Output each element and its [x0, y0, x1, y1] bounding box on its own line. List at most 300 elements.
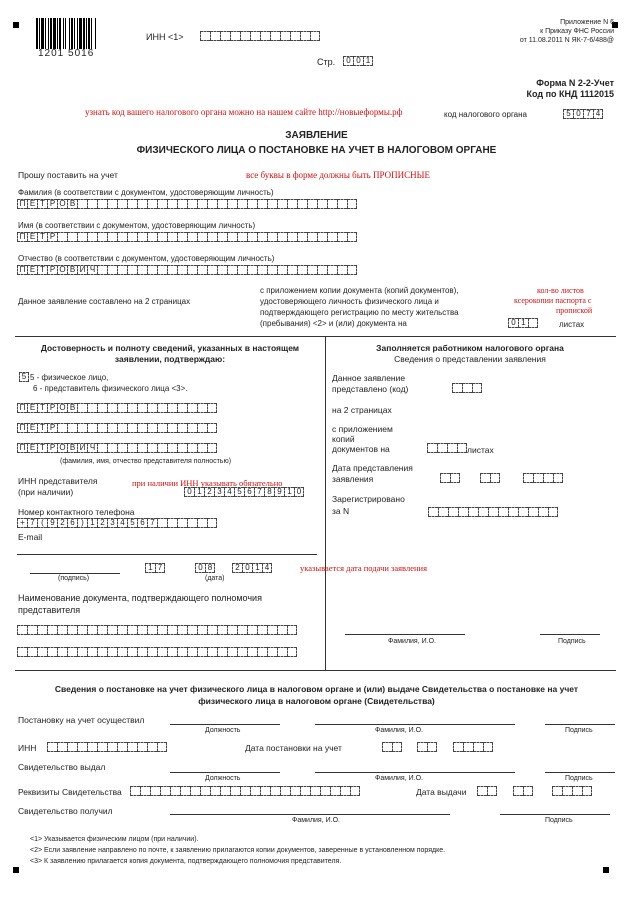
- char-cell: [240, 786, 250, 796]
- char-cell: [277, 625, 287, 635]
- rep-inn-field[interactable]: [184, 487, 304, 497]
- fio-caption: (фамилия, имя, отчество представителя полностью): [60, 458, 232, 465]
- char-cell: 5: [563, 109, 573, 119]
- char-cell: И: [77, 265, 87, 275]
- char-cell: [147, 625, 157, 635]
- char-cell: [513, 786, 523, 796]
- footnote-2: <2> Если заявление направлено по почте, к заявлению прилагаются копии документов, заверенные в установленном порядке.: [30, 847, 446, 854]
- char-cell: [300, 786, 310, 796]
- char-cell: В: [67, 265, 77, 275]
- cert-fio-line: [315, 772, 515, 773]
- char-cell: [107, 423, 117, 433]
- char-cell: 8: [205, 563, 215, 573]
- char-cell: [157, 232, 167, 242]
- char-cell: [197, 443, 207, 453]
- char-cell: [130, 786, 140, 796]
- char-cell: [207, 232, 217, 242]
- char-cell: 1: [518, 318, 528, 328]
- char-cell: [97, 443, 107, 453]
- char-cell: [327, 232, 337, 242]
- char-cell: [237, 647, 247, 657]
- char-cell: [180, 786, 190, 796]
- office-date-month[interactable]: [480, 473, 500, 483]
- char-cell: [107, 625, 117, 635]
- office-date-year[interactable]: [523, 473, 563, 483]
- char-cell: [468, 507, 478, 517]
- char-cell: [237, 265, 247, 275]
- office-registered-1: Зарегистрировано: [332, 494, 405, 504]
- char-cell: [117, 625, 127, 635]
- char-cell: [147, 403, 157, 413]
- char-cell: [207, 199, 217, 209]
- char-cell: [87, 199, 97, 209]
- page-label: Стр.: [317, 57, 336, 67]
- office-attach-2: копий: [332, 434, 355, 444]
- char-cell: [207, 403, 217, 413]
- char-cell: [417, 742, 427, 752]
- char-cell: [250, 786, 260, 796]
- char-cell: [157, 625, 167, 635]
- office-pages: на 2 страницах: [332, 405, 392, 415]
- char-cell: В: [67, 443, 77, 453]
- char-cell: 0: [343, 56, 353, 66]
- char-cell: Р: [47, 265, 57, 275]
- rep-name-field[interactable]: [17, 423, 217, 433]
- char-cell: [227, 265, 237, 275]
- char-cell: [437, 443, 447, 453]
- char-cell: [187, 199, 197, 209]
- char-cell: Ч: [87, 443, 97, 453]
- char-cell: Т: [37, 443, 47, 453]
- char-cell: [197, 265, 207, 275]
- attachment-line4: (пребывания) <2> и (или) документа на: [260, 319, 407, 328]
- issue-date-month[interactable]: [513, 786, 533, 796]
- char-cell: [107, 232, 117, 242]
- char-cell: В: [67, 403, 77, 413]
- char-cell: 4: [262, 563, 272, 573]
- char-cell: [473, 742, 483, 752]
- char-cell: [57, 647, 67, 657]
- char-cell: [247, 625, 257, 635]
- char-cell: 4: [593, 109, 603, 119]
- char-cell: [548, 507, 558, 517]
- sheets-word: листах: [559, 320, 585, 329]
- patronymic-field[interactable]: [17, 265, 357, 275]
- char-cell: [87, 232, 97, 242]
- char-cell: [117, 265, 127, 275]
- char-cell: [147, 443, 157, 453]
- char-cell: [260, 31, 270, 41]
- char-cell: [77, 423, 87, 433]
- char-cell: [448, 507, 458, 517]
- reg-date-label: Дата постановки на учет: [245, 743, 342, 753]
- char-cell: [47, 647, 57, 657]
- tax-office-label: код налогового органа: [444, 110, 527, 119]
- char-cell: [197, 403, 207, 413]
- cert-sign-line: [545, 772, 615, 773]
- red-sheets-note-1: кол-во листов: [537, 286, 584, 295]
- char-cell: 4: [224, 487, 234, 497]
- reg-fio-caption: Фамилия, И.О.: [375, 727, 423, 734]
- cert-position-caption: Должность: [205, 775, 241, 782]
- char-cell: Е: [27, 403, 37, 413]
- page-number-field[interactable]: [343, 56, 373, 66]
- reg-date-year[interactable]: [453, 742, 493, 752]
- char-cell: 7: [27, 518, 37, 528]
- red-tax-site-note: узнать код вашего налогового органа можно на нашем сайте http://новыеформы.рф: [85, 107, 403, 117]
- char-cell: [97, 625, 107, 635]
- office-fio-line: [345, 634, 465, 635]
- char-cell: [190, 786, 200, 796]
- char-cell: [287, 625, 297, 635]
- char-cell: 0: [184, 487, 194, 497]
- divider-mid: [15, 336, 616, 337]
- cert-fio-caption: Фамилия, И.О.: [375, 775, 423, 782]
- office-date-day[interactable]: [440, 473, 460, 483]
- char-cell: [97, 232, 107, 242]
- char-cell: [327, 265, 337, 275]
- char-cell: [392, 742, 402, 752]
- char-cell: [97, 423, 107, 433]
- char-cell: [440, 473, 450, 483]
- char-cell: [340, 786, 350, 796]
- char-cell: 0: [573, 109, 583, 119]
- char-cell: [150, 786, 160, 796]
- char-cell: [177, 625, 187, 635]
- char-cell: [137, 647, 147, 657]
- char-cell: [582, 786, 592, 796]
- sign-caption: (подпись): [58, 575, 90, 582]
- confirm-option-1: 5 - физическое лицо,: [30, 373, 109, 382]
- char-cell: 0: [195, 563, 205, 573]
- char-cell: 2: [204, 487, 214, 497]
- char-cell: [427, 742, 437, 752]
- char-cell: [217, 265, 227, 275]
- cert-details-field[interactable]: [130, 786, 360, 796]
- char-cell: [137, 625, 147, 635]
- char-cell: [177, 518, 187, 528]
- char-cell: [207, 265, 217, 275]
- char-cell: [330, 786, 340, 796]
- char-cell: [127, 625, 137, 635]
- reg-date-month[interactable]: [417, 742, 437, 752]
- char-cell: [167, 443, 177, 453]
- char-cell: [257, 199, 267, 209]
- char-cell: [187, 403, 197, 413]
- char-cell: [317, 199, 327, 209]
- char-cell: [427, 443, 437, 453]
- column-divider: [325, 336, 326, 670]
- red-sheets-note-3: пропиской: [556, 306, 593, 315]
- char-cell: [250, 31, 260, 41]
- office-sheets-field[interactable]: [427, 443, 467, 453]
- char-cell: [107, 403, 117, 413]
- name-label: Имя (в соответствии с документом, удостоверяющим личность): [18, 221, 256, 230]
- char-cell: [137, 232, 147, 242]
- char-cell: 9: [47, 518, 57, 528]
- request-label: Прошу поставить на учет: [18, 170, 118, 180]
- rep-surname-field[interactable]: [17, 403, 217, 413]
- patronymic-label: Отчество (в соответствии с документом, удостоверяющим личность): [18, 254, 275, 263]
- char-cell: [137, 403, 147, 413]
- appendix-line3: от 11.08.2011 N ЯК-7-6/488@: [519, 37, 614, 44]
- char-cell: [347, 265, 357, 275]
- char-cell: [207, 518, 217, 528]
- char-cell: [147, 647, 157, 657]
- char-cell: П: [17, 265, 27, 275]
- char-cell: [177, 232, 187, 242]
- char-cell: Е: [27, 265, 37, 275]
- office-sign-caption: Подпись: [558, 638, 586, 645]
- char-cell: 4: [117, 518, 127, 528]
- char-cell: [447, 443, 457, 453]
- email-label: E-mail: [18, 532, 43, 542]
- char-cell: 1: [284, 487, 294, 497]
- issue-date-label: Дата выдачи: [416, 787, 467, 797]
- char-cell: [77, 232, 87, 242]
- char-cell: Т: [37, 232, 47, 242]
- char-cell: [307, 199, 317, 209]
- char-cell: [533, 473, 543, 483]
- inn-label: ИНН <1>: [146, 32, 184, 42]
- title-line1: ЗАЯВЛЕНИЕ: [285, 130, 348, 141]
- char-cell: [347, 232, 357, 242]
- char-cell: [97, 647, 107, 657]
- char-cell: [382, 742, 392, 752]
- char-cell: [67, 232, 77, 242]
- doc-name-row2[interactable]: [17, 647, 297, 657]
- char-cell: [538, 507, 548, 517]
- char-cell: [307, 232, 317, 242]
- rep-inn-label-2: (при наличии): [18, 487, 74, 497]
- section2-inn-field[interactable]: [47, 742, 167, 752]
- char-cell: [167, 518, 177, 528]
- char-cell: [47, 625, 57, 635]
- char-cell: [450, 473, 460, 483]
- char-cell: [458, 507, 468, 517]
- confirm-header-1: Достоверность и полноту сведений, указанных в настоящем: [40, 343, 300, 353]
- char-cell: [267, 625, 277, 635]
- char-cell: [177, 423, 187, 433]
- char-cell: [287, 199, 297, 209]
- char-cell: 5: [19, 372, 29, 382]
- char-cell: [490, 473, 500, 483]
- char-cell: [107, 199, 117, 209]
- date-caption: (дата): [205, 575, 225, 582]
- corner-mark-bl: [13, 867, 19, 873]
- office-attach-3: документов на: [332, 444, 390, 454]
- office-fio-caption: Фамилия, И.О.: [388, 638, 436, 645]
- office-reg-number[interactable]: [428, 507, 558, 517]
- char-cell: [237, 232, 247, 242]
- confirm-code-field[interactable]: [19, 372, 29, 382]
- char-cell: [317, 265, 327, 275]
- char-cell: [277, 265, 287, 275]
- char-cell: [480, 473, 490, 483]
- char-cell: [67, 742, 77, 752]
- char-cell: Т: [37, 423, 47, 433]
- char-cell: Ч: [87, 265, 97, 275]
- confirm-header-2: заявлении, подтверждаю:: [114, 354, 226, 364]
- char-cell: [290, 31, 300, 41]
- char-cell: [57, 232, 67, 242]
- char-cell: [438, 507, 448, 517]
- char-cell: 0: [242, 563, 252, 573]
- attachment-sheets-field[interactable]: [508, 318, 538, 328]
- char-cell: [140, 786, 150, 796]
- date-month-field[interactable]: [195, 563, 215, 573]
- office-header: Заполняется работником налогового органа: [376, 343, 564, 353]
- char-cell: [317, 232, 327, 242]
- char-cell: [553, 473, 563, 483]
- char-cell: [187, 518, 197, 528]
- char-cell: [47, 742, 57, 752]
- char-cell: [137, 265, 147, 275]
- char-cell: [267, 232, 277, 242]
- char-cell: [287, 265, 297, 275]
- attachment-line3: подтверждающего регистрацию по месту жительства: [260, 308, 459, 317]
- date-year-field[interactable]: [232, 563, 272, 573]
- phone-field[interactable]: [17, 518, 217, 528]
- char-cell: П: [17, 403, 27, 413]
- char-cell: [220, 31, 230, 41]
- office-date-1: Дата представления: [332, 463, 413, 473]
- char-cell: 7: [254, 487, 264, 497]
- char-cell: 5: [127, 518, 137, 528]
- char-cell: [267, 647, 277, 657]
- char-cell: [157, 647, 167, 657]
- char-cell: П: [17, 232, 27, 242]
- name-field[interactable]: [17, 232, 357, 242]
- char-cell: [147, 265, 157, 275]
- char-cell: [230, 31, 240, 41]
- char-cell: [227, 625, 237, 635]
- char-cell: [247, 232, 257, 242]
- char-cell: [297, 265, 307, 275]
- char-cell: Р: [47, 443, 57, 453]
- char-cell: [457, 443, 467, 453]
- char-cell: [167, 265, 177, 275]
- doc-name-row1[interactable]: [17, 625, 297, 635]
- cert-sign-caption: Подпись: [565, 775, 593, 782]
- char-cell: [310, 31, 320, 41]
- char-cell: [87, 625, 97, 635]
- char-cell: [160, 786, 170, 796]
- char-cell: [297, 199, 307, 209]
- corner-mark-br: [603, 867, 609, 873]
- char-cell: [247, 199, 257, 209]
- char-cell: 0: [294, 487, 304, 497]
- char-cell: [200, 31, 210, 41]
- office-code-field[interactable]: [452, 383, 482, 393]
- char-cell: [217, 625, 227, 635]
- char-cell: [127, 742, 137, 752]
- red-date-note: указывается дата подачи заявления: [300, 563, 427, 573]
- char-cell: [488, 507, 498, 517]
- char-cell: [107, 265, 117, 275]
- char-cell: [97, 265, 107, 275]
- char-cell: [207, 625, 217, 635]
- cert-position-line: [170, 772, 280, 773]
- barcode: [36, 18, 98, 49]
- char-cell: [197, 199, 207, 209]
- char-cell: [350, 786, 360, 796]
- char-cell: [257, 232, 267, 242]
- confirm-option-2: 6 - представитель физического лица <3>.: [33, 384, 188, 393]
- char-cell: [240, 31, 250, 41]
- char-cell: [572, 786, 582, 796]
- received-sign-line: [500, 814, 610, 815]
- char-cell: [117, 403, 127, 413]
- char-cell: Е: [27, 443, 37, 453]
- char-cell: [147, 232, 157, 242]
- char-cell: [327, 199, 337, 209]
- char-cell: 7: [583, 109, 593, 119]
- char-cell: 2: [97, 518, 107, 528]
- red-capitals-note: все буквы в форме должны быть ПРОПИСНЫЕ: [246, 170, 430, 180]
- char-cell: [247, 647, 257, 657]
- char-cell: Т: [37, 265, 47, 275]
- footnote-3: <3> К заявлению прилагается копия документа, подтверждающего полномочия представителя.: [30, 858, 342, 865]
- char-cell: 1: [363, 56, 373, 66]
- cert-issued-label: Свидетельство выдал: [18, 762, 106, 772]
- knd-code: Код по КНД 1112015: [526, 89, 614, 99]
- char-cell: [207, 423, 217, 433]
- issue-date-year[interactable]: [552, 786, 592, 796]
- char-cell: 8: [264, 487, 274, 497]
- rep-patronymic-field[interactable]: [17, 443, 217, 453]
- char-cell: [170, 786, 180, 796]
- char-cell: [297, 232, 307, 242]
- char-cell: [177, 403, 187, 413]
- char-cell: [77, 403, 87, 413]
- char-cell: [107, 742, 117, 752]
- appendix-line1: Приложение N 6: [560, 19, 614, 26]
- char-cell: Р: [47, 423, 57, 433]
- char-cell: [197, 423, 207, 433]
- reg-position-caption: Должность: [205, 727, 241, 734]
- char-cell: [67, 625, 77, 635]
- pages-statement: Данное заявление составлено на 2 страницах: [18, 297, 191, 306]
- date-day-field[interactable]: [145, 563, 165, 573]
- char-cell: [217, 232, 227, 242]
- char-cell: [147, 199, 157, 209]
- char-cell: [97, 742, 107, 752]
- char-cell: [307, 265, 317, 275]
- inn-field[interactable]: [200, 31, 320, 41]
- char-cell: [127, 199, 137, 209]
- char-cell: [267, 265, 277, 275]
- issue-date-day[interactable]: [477, 786, 497, 796]
- tax-office-code-field[interactable]: [563, 109, 603, 119]
- char-cell: [197, 647, 207, 657]
- char-cell: И: [77, 443, 87, 453]
- char-cell: [157, 518, 167, 528]
- reg-date-day[interactable]: [382, 742, 402, 752]
- char-cell: [117, 647, 127, 657]
- char-cell: [280, 786, 290, 796]
- char-cell: [147, 423, 157, 433]
- char-cell: О: [57, 199, 67, 209]
- char-cell: [197, 518, 207, 528]
- char-cell: [67, 423, 77, 433]
- office-sign-line: [540, 634, 600, 635]
- char-cell: [523, 473, 533, 483]
- received-fio-line: [170, 814, 450, 815]
- surname-field[interactable]: [17, 199, 357, 209]
- char-cell: [528, 318, 538, 328]
- char-cell: [260, 786, 270, 796]
